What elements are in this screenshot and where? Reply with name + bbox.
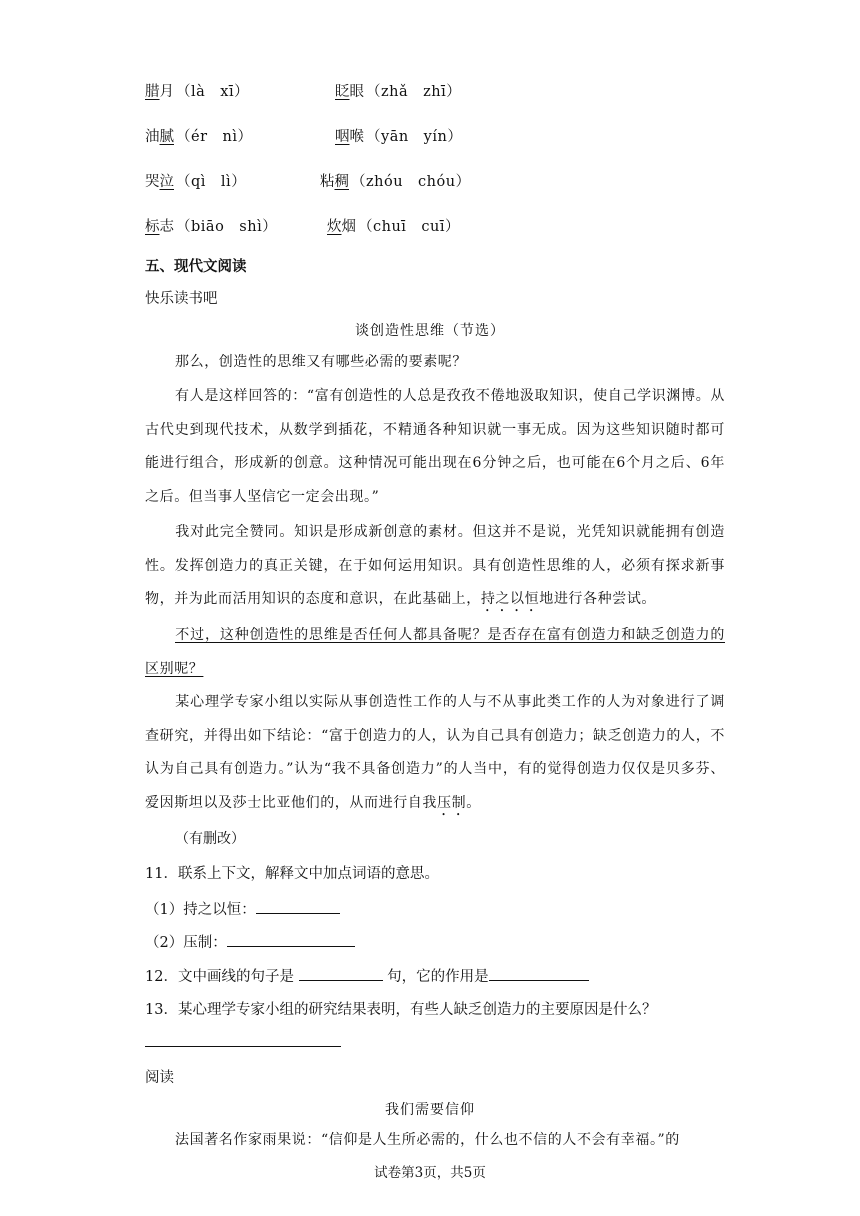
article-paragraph-1: 那么，创造性的思维又有哪些必需的要素呢？ [175,354,467,370]
pinyin-options: （zhóu chóu） [351,174,471,190]
pinyin-pair-5: 哭泣 （qì lì） [145,174,247,190]
answer-blank[interactable] [256,899,340,914]
underlined-char: 炊 [327,219,342,235]
question-11-2: （2）压制： [145,931,355,952]
underlined-char: 泣 [159,174,174,190]
pinyin-pair-8: 炊烟 （chuī cuī） [327,219,461,235]
underlined-char: 腊 [145,84,160,100]
subheading-reading-club: 快乐读书吧 [145,291,218,307]
underlined-char: 稠 [334,174,349,190]
article-title: 谈创造性思维（节选） [355,323,505,339]
pinyin-options: （qì lì） [176,174,247,190]
article-paragraph-4-underlined [145,619,725,686]
pinyin-options: （chuī cuī） [358,219,461,235]
underlined-char: 眨 [335,84,350,100]
pinyin-options: （zhǎ zhī） [366,84,462,100]
question-13: 13．某心理学专家小组的研究结果表明，有些人缺乏创造力的主要原因是什么？ [145,1002,657,1018]
pinyin-options: （biāo shì） [176,219,278,235]
pinyin-pair-1: 腊月 （là xī） [145,84,250,100]
dotted-word-persevere: 持之以恒 [480,591,540,607]
question-12: 12．文中画线的句子是 句，它的作用是 [145,965,589,986]
article-paragraph-5: 某心理学专家小组以实际从事创造性工作的人与不从事此类工作的人为对象进行了调查研究，并得出如下结论：“富于创造力的人，认为自己具有创造力；缺乏创造力的人，不认为自己具有创造力。”认为“我不具备创造力”的人当中，有的觉得创造力仅仅是贝多芬、爱因斯坦以及莎士比亚他们的，从而进行自我压制。 [145,694,725,811]
pinyin-pair-3: 油腻 （ér nì） [145,129,253,145]
pinyin-options: （là xī） [176,84,250,100]
pinyin-options: （ér nì） [176,129,253,145]
pinyin-pair-7: 标志 （biāo shì） [145,219,278,235]
article-2-title: 我们需要信仰 [385,1102,475,1118]
article-2-paragraph-1: 法国著名作家雨果说：“信仰是人生所必需的，什么也不信的人不会有幸福。”的 [175,1132,680,1148]
underlined-char: 咽 [335,129,350,145]
edit-note: （有删改） [175,831,245,847]
answer-blank[interactable] [227,932,355,947]
answer-blank[interactable] [489,966,589,981]
dotted-word-suppress: 压制 [437,794,467,811]
pinyin-pair-4: 咽喉 （yān yín） [335,129,463,145]
underlined-sentence: 不过，这种创造性的思维是否任何人都具备呢？是否存在富有创造力和缺乏创造力的区别呢？ [145,627,725,677]
answer-blank[interactable] [299,966,383,981]
subheading-reading: 阅读 [145,1070,174,1086]
pinyin-pair-2: 眨眼 （zhǎ zhī） [335,84,462,100]
pinyin-pair-6: 粘稠 （zhóu chóu） [320,174,471,190]
article-paragraph-2: 有人是这样回答的：“富有创造性的人总是孜孜不倦地汲取知识，使自己学识渊博。从古代史到现代技术，从数学到插花，不精通各种知识就一事无成。因为这些知识随时都可能进行组合，形成新的创意。这种情况可能出现在6分钟之后，也可能在6个月之后、6年之后。但当事人坚信它一定会出现。” [145,388,725,505]
question-11: 11．联系上下文，解释文中加点词语的意思。 [145,866,439,882]
article-paragraph-3: 我对此完全赞同。知识是形成新创意的素材。但这并不是说，光凭知识就能拥有创造性。发挥创造力的真正关键，在于如何运用知识。具有创造性思维的人，必须有探求新事物，并为此而活用知识的态度和意识，在此基础上，持之以恒地进行各种尝试。 [145,524,725,607]
pinyin-options: （yān yín） [366,129,463,145]
underlined-char: 标 [145,219,160,235]
page-footer: 试卷第3页，共5页 [374,1165,486,1181]
underlined-char: 腻 [159,129,174,145]
answer-line[interactable] [145,1046,341,1047]
section-title: 五、现代文阅读 [145,259,247,275]
question-11-1: （1）持之以恒： [145,898,340,919]
